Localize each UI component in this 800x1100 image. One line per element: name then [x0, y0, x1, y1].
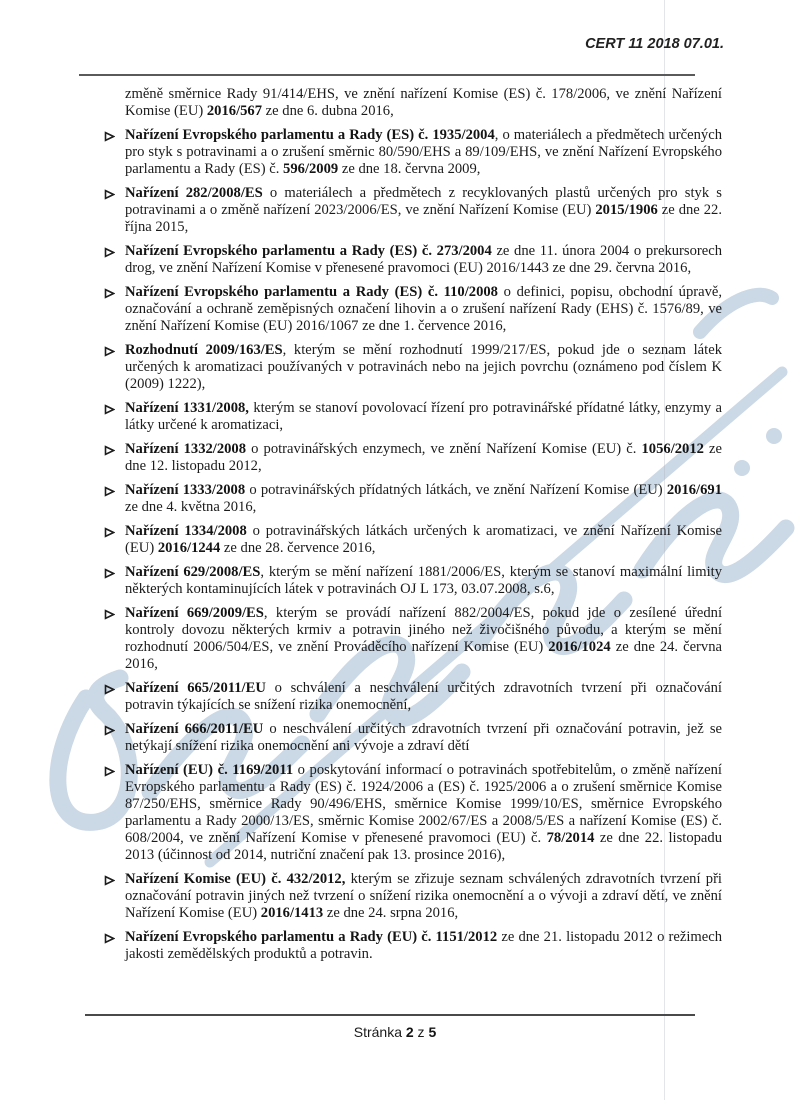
- list-item: [103, 185, 722, 236]
- arrow-bullet-icon: [104, 683, 115, 694]
- list-item: [103, 441, 722, 475]
- page-number: Stránka 2 z 5: [353, 1024, 437, 1040]
- arrow-bullet-icon: [104, 345, 115, 356]
- arrow-bullet-icon: [104, 724, 115, 735]
- regulation-text: Nařízení 282/2008/ES o materiálech a předmětech z recyklovaných plastů určených pro styk s potravinami a o změně nařízení 2023/2006/ES, ve znění Nařízení Komise (EU) 2015/1906 ze dne 22. října 2015,: [125, 185, 722, 235]
- list-item: [103, 482, 722, 516]
- arrow-bullet-icon: [104, 932, 115, 943]
- list-item: [103, 680, 722, 714]
- regulation-text: Nařízení 1332/2008 o potravinářských enzymech, ve znění Nařízení Komise (EU) č. 1056/2012 ze dne 12. listopadu 2012,: [125, 441, 722, 474]
- regulation-text: Nařízení Komise (EU) č. 432/2012, kterým se zřizuje seznam schválených zdravotních tvrzení při označování potravin jiných než tvrzení o snížení rizika onemocnění a o vývoji a zdraví dětí, ve znění Nařízení Komise (EU) 2016/1413 ze dne 24. srpna 2016,: [125, 871, 722, 921]
- regulation-text: Nařízení 669/2009/ES, kterým se provádí nařízení 882/2004/ES, pokud jde o zesílené úřední kontroly dovozu některých krmiv a potravin jiného než živočišného původu, a kterým se mění rozhodnutí 2006/504/ES, ve znění Prováděcího nařízení Komise (EU) 2016/1024 ze dne 24. června 2016,: [125, 605, 722, 672]
- header-rule: [79, 74, 695, 76]
- items-container: [103, 127, 722, 963]
- list-item: [103, 721, 722, 755]
- arrow-bullet-icon: [104, 526, 115, 537]
- regulation-list: [103, 86, 722, 970]
- regulation-text: Rozhodnutí 2009/163/ES, kterým se mění rozhodnutí 1999/217/ES, pokud jde o seznam látek určených k aromatizaci používaných v potravinách nebo na jejich povrchu (oznámeno pod číslem K (2009) 1222),: [125, 342, 722, 392]
- regulation-text: Nařízení 1333/2008 o potravinářských přídatných látkách, ve znění Nařízení Komise (EU) 2016/691 ze dne 4. května 2016,: [125, 482, 722, 515]
- regulation-text: Nařízení 629/2008/ES, kterým se mění nařízení 1881/2006/ES, kterým se stanoví maximální limity některých kontaminujících látek v potravinách OJ L 173, 03.07.2008, s.6,: [125, 564, 722, 597]
- list-item: [103, 243, 722, 277]
- list-item: [103, 342, 722, 393]
- continued-paragraph: změně směrnice Rady 91/414/EHS, ve znění nařízení Komise (ES) č. 178/2006, ve znění Nařízení Komise (EU) 2016/567 ze dne 6. dubna 2016,: [125, 86, 722, 119]
- list-item: [103, 605, 722, 673]
- arrow-bullet-icon: [104, 485, 115, 496]
- regulation-text: Nařízení Evropského parlamentu a Rady (ES) č. 110/2008 o definici, popisu, obchodní úpravě, označování a ochraně zeměpisných označení lihovin a o zrušení nařízení Rady (EHS) č. 1576/89, ve znění Nařízení Komise (EU) 2016/1067 ze dne 1. července 2016,: [125, 284, 722, 334]
- regulation-text: Nařízení Evropského parlamentu a Rady (ES) č. 1935/2004, o materiálech a předmětech určených pro styk s potravinami a o zrušení směrnic 80/590/EHS a 89/109/EHS, ve znění Nařízení Evropského parlamentu a Rady (ES) č. 596/2009 ze dne 18. června 2009,: [125, 127, 722, 177]
- arrow-bullet-icon: [104, 765, 115, 776]
- list-item: [103, 284, 722, 335]
- list-item: [103, 127, 722, 178]
- regulation-text: Nařízení 1331/2008, kterým se stanoví povolovací řízení pro potravinářské přídatné látky, enzymy a látky určené k aromatizaci,: [125, 400, 722, 433]
- list-item: [103, 929, 722, 963]
- regulation-text: Nařízení 665/2011/EU o schválení a neschválení určitých zdravotních tvrzení při označování potravin týkajících se snížení rizika onemocnění,: [125, 680, 722, 713]
- arrow-bullet-icon: [104, 403, 115, 414]
- arrow-bullet-icon: [104, 287, 115, 298]
- arrow-bullet-icon: [104, 188, 115, 199]
- list-item: [103, 762, 722, 864]
- arrow-bullet-icon: [104, 130, 115, 141]
- regulation-text: Nařízení 666/2011/EU o neschválení určitých zdravotních tvrzení při označování potravin, jež se netýkají snížení rizika onemocnění ani vývoje a zdraví dětí: [125, 721, 722, 754]
- arrow-bullet-icon: [104, 608, 115, 619]
- regulation-text: Nařízení (EU) č. 1169/2011 o poskytování informací o potravinách spotřebitelům, o změně nařízení Evropského parlamentu a Rady (ES) č. 1924/2006 a (ES) č. 1925/2006 a o zrušení směrnice Komise 87/250/EHS, směrnice Rady 90/496/EHS, směrnice Komise 1999/10/ES, směrnice Evropského parlamentu a Rady 2000/13/ES, směrnic Komise 2002/67/ES a 2008/5/ES a nařízení Komise (ES) č. 608/2004, ve znění Nařízení Komise v přenesené pravomoci (EU) č. 78/2014 ze dne 22. listopadu 2013 (účinnost od 2014, nutriční značení pak 13. prosince 2016),: [125, 762, 722, 863]
- arrow-bullet-icon: [104, 246, 115, 257]
- list-item: [103, 564, 722, 598]
- footer-rule: [85, 1014, 695, 1016]
- arrow-bullet-icon: [104, 567, 115, 578]
- regulation-text: Nařízení Evropského parlamentu a Rady (EU) č. 1151/2012 ze dne 21. listopadu 2012 o režimech jakosti zemědělských produktů a potravin.: [125, 929, 722, 962]
- regulation-text: Nařízení 1334/2008 o potravinářských látkách určených k aromatizaci, ve znění Nařízení Komise (EU) 2016/1244 ze dne 28. července 2016,: [125, 523, 723, 556]
- arrow-bullet-icon: [104, 444, 115, 455]
- regulation-text: Nařízení Evropského parlamentu a Rady (ES) č. 273/2004 ze dne 11. února 2004 o prekursorech drog, ve znění Nařízení Komise v přenesené pravomoci (EU) 2016/1443 ze dne 29. června 2016,: [125, 243, 722, 276]
- list-item: [103, 400, 722, 434]
- list-item: [103, 523, 722, 557]
- list-item: [103, 871, 722, 922]
- arrow-bullet-icon: [104, 874, 115, 885]
- document-code: CERT 11 2018 07.01.: [585, 36, 724, 52]
